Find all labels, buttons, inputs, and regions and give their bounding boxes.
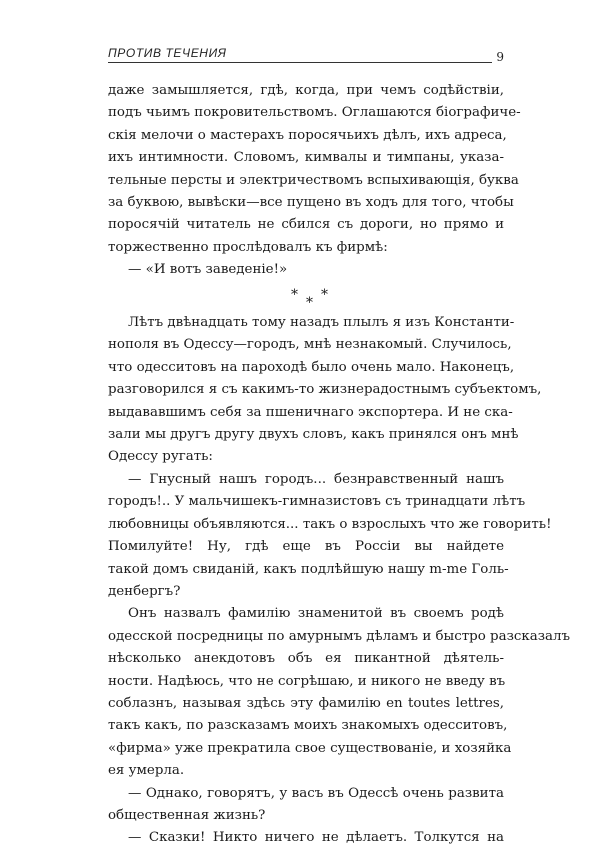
separator-star: *: [306, 294, 313, 311]
text-line: — Сказки! Никто ничего не дѣлаетъ. Толкутся на: [128, 830, 504, 846]
text-line: скія мелочи о мастерахъ поросячьихъ дѣлъ, ихъ адреса,: [108, 127, 507, 143]
text-line: такъ какъ, по разсказамъ моихъ знакомыхъ одесситовъ,: [108, 718, 508, 734]
text-line: подъ чьимъ покровительствомъ. Оглашаются біографиче-: [108, 105, 521, 121]
text-line: общественная жизнь?: [108, 807, 266, 823]
text-line: нополя въ Одессу—городъ, мнѣ незнакомый. Случилось,: [108, 337, 512, 353]
text-line: городъ!.. У мальчишекъ-гимназистовъ съ тринадцати лѣтъ: [108, 494, 526, 510]
text-line: ности. Надѣюсь, что не согрѣшаю, и никого не введу въ: [108, 673, 506, 689]
separator-star: *: [291, 286, 298, 303]
section-separator: [108, 286, 504, 311]
paragraph: [108, 312, 542, 469]
running-title: ПРОТИВ ТЕЧЕНИЯ: [108, 46, 227, 60]
text-line: поросячій читатель не сбился съ дороги, но прямо и: [108, 217, 504, 233]
page-number: 9: [496, 50, 504, 64]
text-line: «фирма» уже прекратила свое существованіе, и хозяйка: [108, 740, 512, 756]
text-line: одесской посредницы по амурнымъ дѣламъ и быстро разсказалъ: [108, 628, 571, 644]
paragraph: [108, 783, 504, 828]
header-rule: [108, 62, 492, 63]
text-line: Помилуйте! Ну, гдѣ еще въ Россіи вы найдете: [108, 539, 504, 555]
text-line: такой домъ свиданій, какъ подлѣйшую нашу m-me Голь-: [108, 561, 509, 577]
text-line: — «И вотъ заведеніе!»: [128, 262, 288, 278]
text-line: выдававшимъ себя за пшеничнаго экспортера. И не ска-: [108, 404, 513, 420]
text-line: ея умерла.: [108, 763, 185, 779]
text-line: за буквою, вывѣски—все пущено въ ходъ для того, чтобы: [108, 195, 514, 211]
page-header: [108, 44, 504, 66]
text-line: что одесситовъ на пароходѣ было очень мало. Наконецъ,: [108, 359, 515, 375]
text-line: соблазнъ, называя здѣсь эту фамилію en toutes lettres,: [108, 695, 504, 711]
text-line: Онъ назвалъ фамилію знаменитой въ своемъ родѣ: [128, 606, 504, 622]
text-line: Одессу ругать:: [108, 449, 213, 465]
text-line: даже замышляется, гдѣ, когда, при чемъ содѣйствіи,: [108, 83, 504, 98]
paragraph: [108, 469, 552, 603]
paragraph: [108, 80, 521, 259]
text-line: — Однако, говорятъ, у васъ въ Одессѣ очень развита: [128, 785, 504, 801]
body-text: [108, 80, 571, 850]
text-line: нѣсколько анекдотовъ объ ея пикантной дѣятель-: [108, 651, 504, 667]
paragraph: [108, 827, 504, 849]
text-line: Лѣтъ двѣнадцать тому назадъ плылъ я изъ Константи-: [128, 315, 515, 331]
text-line: торжественно прослѣдовалъ къ фирмѣ:: [108, 239, 388, 255]
paragraph: [108, 603, 571, 782]
text-line: тельные персты и электричествомъ вспыхивающія, буква: [108, 172, 519, 188]
paragraph: [108, 259, 504, 281]
text-line: разговорился я съ какимъ-то жизнерадостнымъ субъектомъ,: [108, 382, 542, 398]
text-line: зали мы другъ другу двухъ словъ, какъ принялся онъ мнѣ: [108, 427, 519, 443]
separator-star: *: [321, 286, 328, 303]
text-line: любовницы объявляются... такъ о взрослыхъ что же говорить!: [108, 516, 552, 532]
text-line: денбергъ?: [108, 583, 181, 599]
text-line: — Гнусный нашъ городъ... безнравственный нашъ: [128, 471, 504, 487]
text-line: ихъ интимности. Словомъ, кимвалы и тимпаны, указа-: [108, 150, 504, 166]
